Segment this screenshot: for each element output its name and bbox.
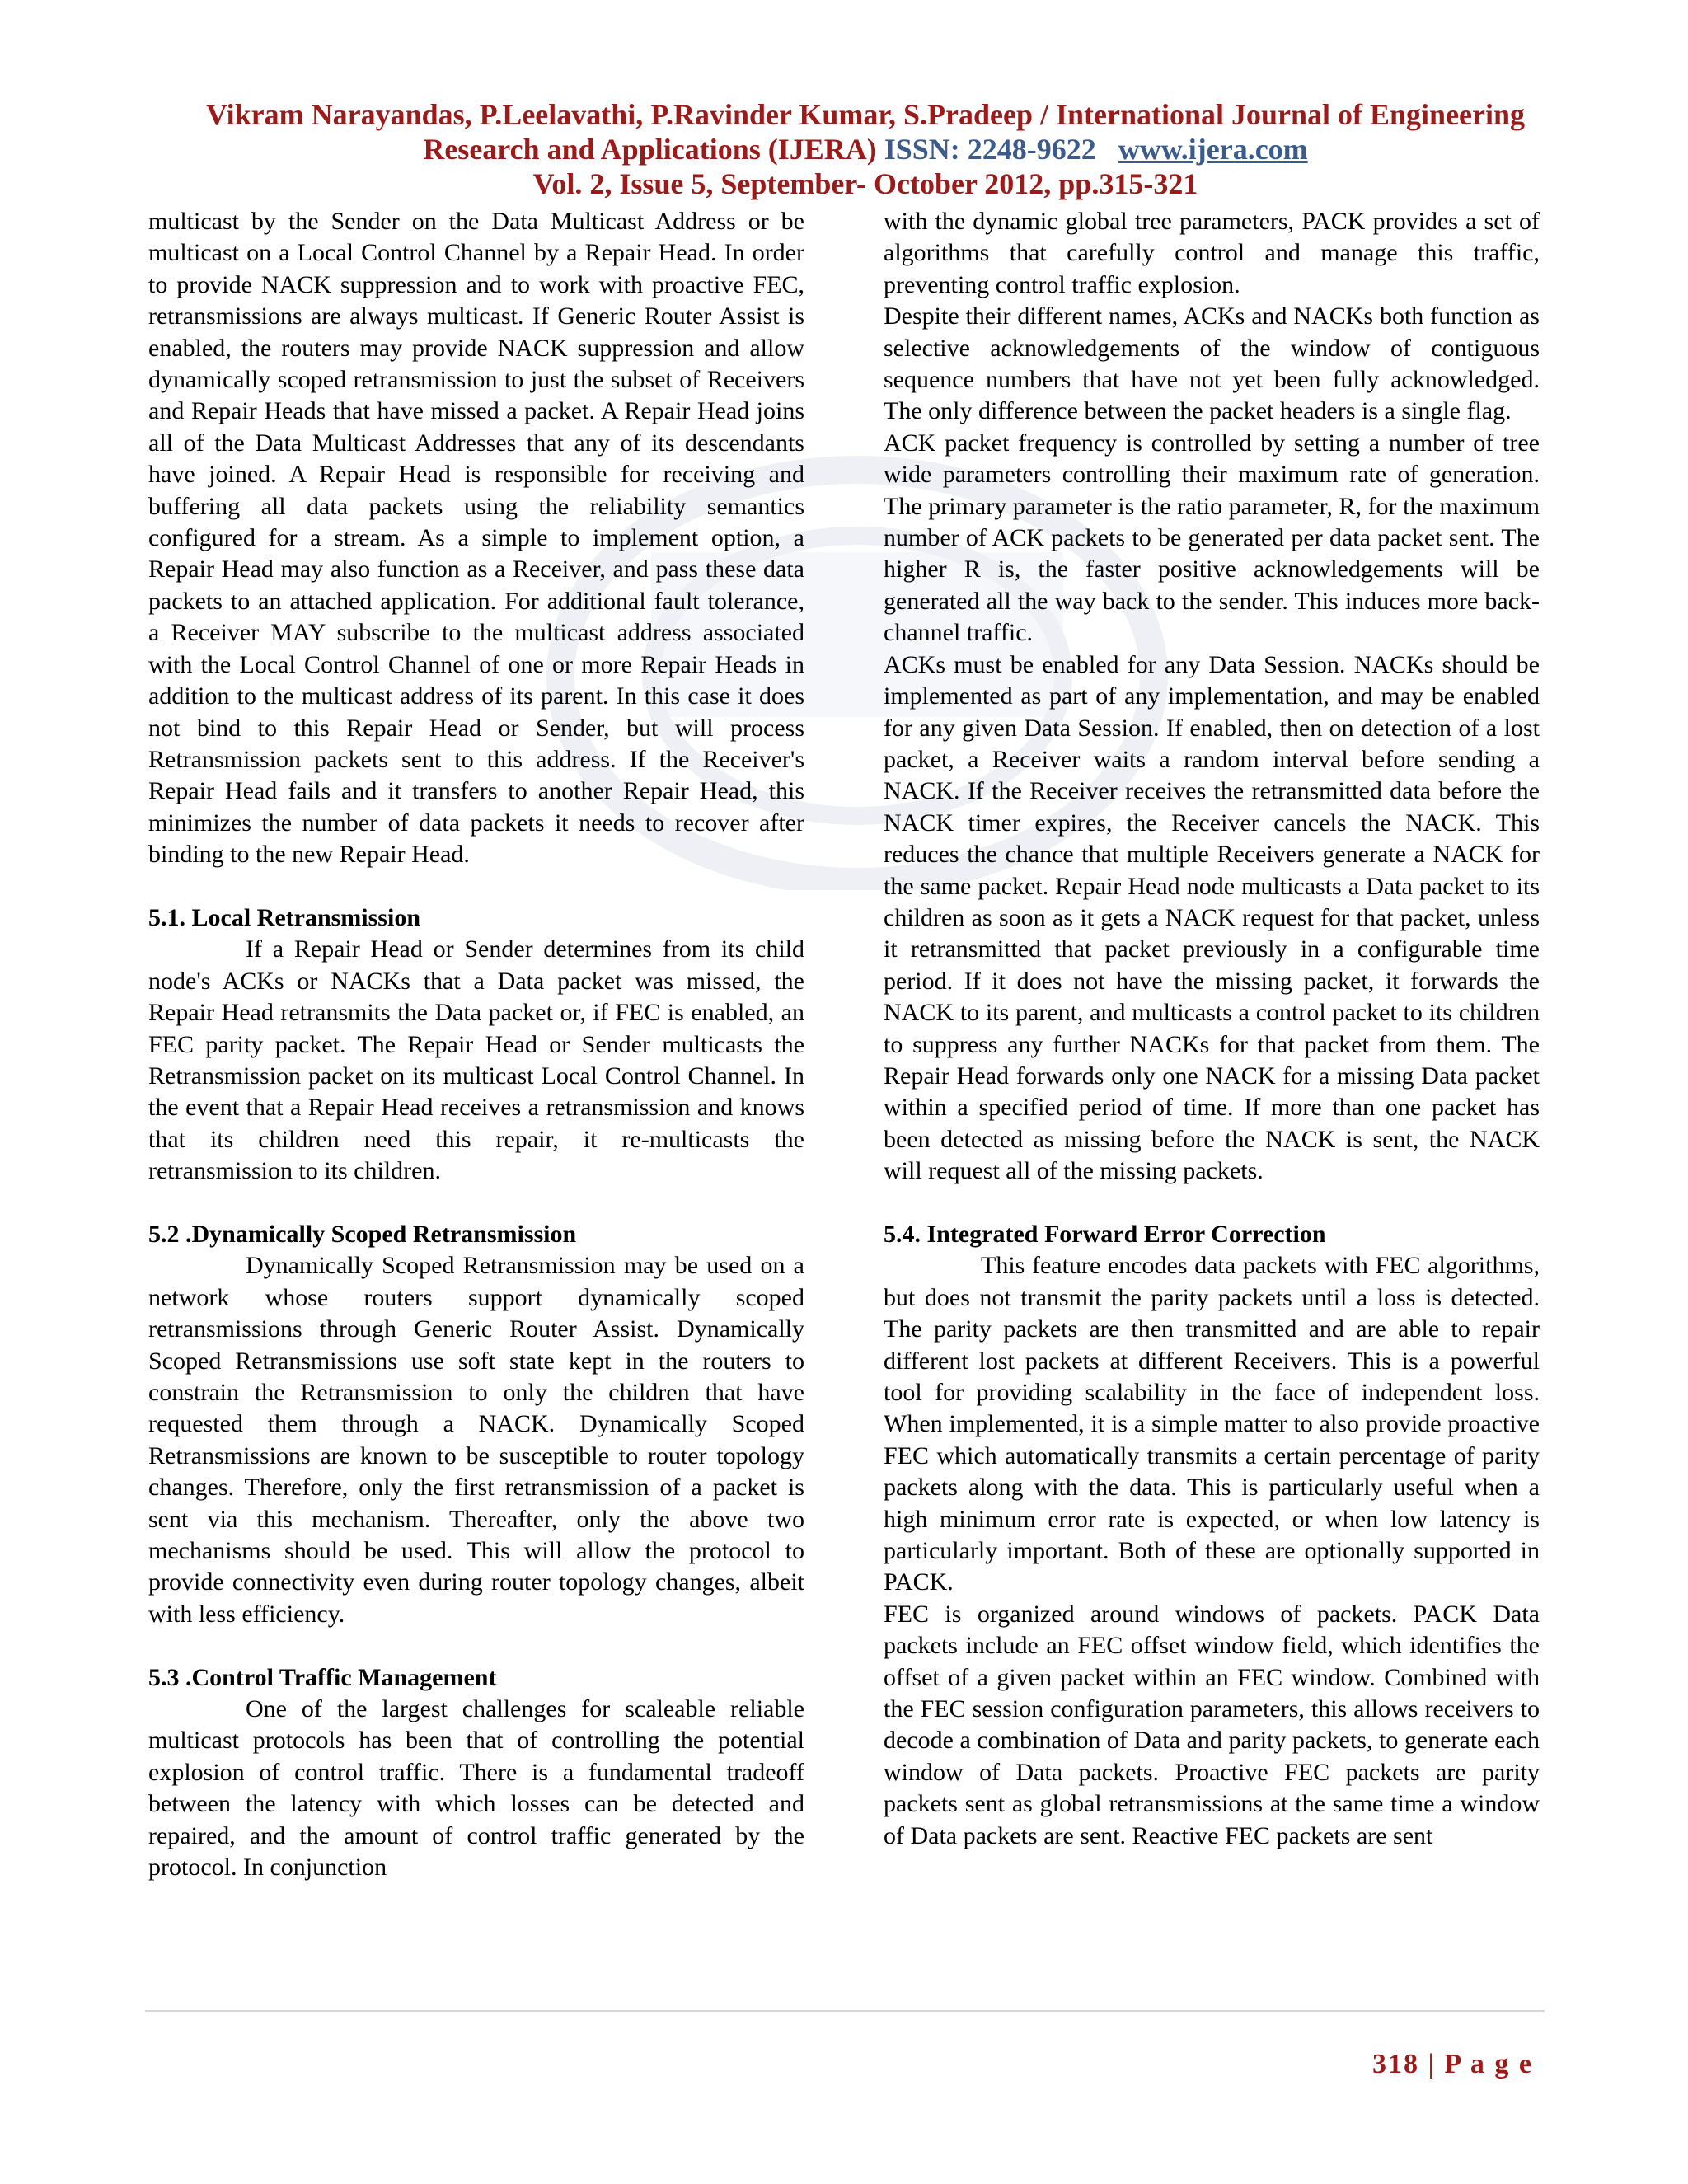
paragraph: with the dynamic global tree parameters, PACK provides a set of algorithms that carefully control and manage this traffic, preventing control traffic explosion. [884,208,1540,298]
header-issn: ISSN: 2248-9622 [884,133,1096,166]
paragraph: This feature encodes data packets with FEC algorithms, but does not transmit the parity packets until a loss is detected. The parity packets are then transmitted and are able to repair different lost packets at different Receivers. This is a powerful tool for providing scalability in the face of independent loss. When implemented, it is a simple matter to also provide proactive FEC which automatically transmits a certain percentage of parity packets along with the data. This is particularly useful when a high minimum error rate is expected, or when low latency is particularly important. Both of these are optionally supported in PACK. [884,1252,1540,1596]
header-volume-line: Vol. 2, Issue 5, September- October 2012, pp.315-321 [532,167,1198,200]
right-column [884,206,1540,1852]
paragraph: ACK packet frequency is controlled by setting a number of tree wide parameters controlling their maximum rate of generation. The primary parameter is the ratio parameter, R, for the maximum number of ACK packets to be generated per data packet sent. The higher R is, the faster positive acknowledgements will be generated all the way back to the sender. This induces more back-channel traffic. [884,429,1540,647]
section-heading: 5.4. Integrated Forward Error Correction [884,1220,1326,1248]
running-header [124,97,1607,201]
section-heading: 5.1. Local Retransmission [148,903,420,931]
header-authors-line: Vikram Narayandas, P.Leelavathi, P.Ravinder Kumar, S.Pradeep / International Journal of Engineering [205,98,1526,131]
paragraph: Despite their different names, ACKs and NACKs both function as selective acknowledgements of the window of contiguous sequence numbers that have not yet been fully acknowledged. The only difference between the packet headers is a single flag. [884,302,1540,425]
page-number: 318 | P a g e [1372,2049,1533,2079]
footer-divider [145,2010,1545,2012]
left-column [148,206,804,1883]
paragraph: multicast by the Sender on the Data Multicast Address or be multicast on a Local Control Channel by a Repair Head. In order to provide NACK suppression and to work with proactive FEC, retransmissions are always multicast. If Generic Router Assist is enabled, the routers may provide NACK suppression and allow dynamically scoped retransmission to just the subset of Receivers and Repair Heads that have missed a packet. A Repair Head joins all of the Data Multicast Addresses that any of its descendants have joined. A Repair Head is responsible for receiving and buffering all data packets using the reliability semantics configured for a stream. As a simple to implement option, a Repair Head may also function as a Receiver, and pass these data packets to an attached application. For additional fault tolerance, a Receiver MAY subscribe to the multicast address associated with the Local Control Channel of one or more Repair Heads in addition to the multicast address of its parent. In this case it does not bind to this Repair Head or Sender, but will process Retransmission packets sent to this address. If the Receiver's Repair Head fails and it transfers to another Repair Head, this minimizes the number of data packets it needs to recover after binding to the new Repair Head. [148,208,804,869]
section-heading: 5.3 .Control Traffic Management [148,1663,497,1691]
paragraph: One of the largest challenges for scaleable reliable multicast protocols has been that of controlling the potential explosion of control traffic. There is a fundamental tradeoff between the latency with which losses can be detected and repaired, and the amount of control traffic generated by the protocol. In conjunction [148,1695,804,1882]
section-heading: 5.2 .Dynamically Scoped Retransmission [148,1220,577,1248]
paragraph: FEC is organized around windows of packets. PACK Data packets include an FEC offset window field, which identifies the offset of a given packet within an FEC window. Combined with the FEC session configuration parameters, this allows receivers to decode a combination of Data and parity packets, to generate each window of Data packets. Proactive FEC packets are parity packets sent as global retransmissions at the same time a window of Data packets are sent. Reactive FEC packets are sent [884,1600,1540,1849]
paragraph: If a Repair Head or Sender determines from its child node's ACKs or NACKs that a Data packet was missed, the Repair Head retransmits the Data packet or, if FEC is enabled, an FEC parity packet. The Repair Head or Sender multicasts the Retransmission packet on its multicast Local Control Channel. In the event that a Repair Head receives a retransmission and knows that its children need this repair, it re-multicasts the retransmission to its children. [148,935,804,1185]
paragraph: ACKs must be enabled for any Data Session. NACKs should be implemented as part of any implementation, and may be enabled for any given Data Session. If enabled, then on detection of a lost packet, a Receiver waits a random interval before sending a NACK. If the Receiver receives the retransmitted data before the NACK timer expires, the Receiver cancels the NACK. This reduces the chance that multiple Receivers generate a NACK for the same packet. Repair Head node multicasts a Data packet to its children as soon as it gets a NACK request for that packet, unless it retransmitted that packet previously in a configurable time period. If it does not have the missing packet, it forwards the NACK to its parent, and multicasts a control packet to its children to suppress any further NACKs for that packet from them. The Repair Head forwards only one NACK for a missing Data packet within a specified period of time. If more than one packet has been detected as missing before the NACK is sent, the NACK will request all of the missing packets. [884,650,1540,1185]
header-journal-name: Research and Applications (IJERA) [423,133,877,166]
header-journal-line [124,132,1607,166]
header-website-link[interactable]: www.ijera.com [1118,133,1308,166]
paragraph: Dynamically Scoped Retransmission may be used on a network whose routers support dynamically scoped retransmissions through Generic Router Assist. Dynamically Scoped Retransmissions use soft state kept in the routers to constrain the Retransmission to only the children that have requested them through a NACK. Dynamically Scoped Retransmissions are known to be susceptible to router topology changes. Therefore, only the first retransmission of a packet is sent via this mechanism. Thereafter, only the above two mechanisms should be used. This will allow the protocol to provide connectivity even during router topology changes, albeit with less efficiency. [148,1252,804,1628]
